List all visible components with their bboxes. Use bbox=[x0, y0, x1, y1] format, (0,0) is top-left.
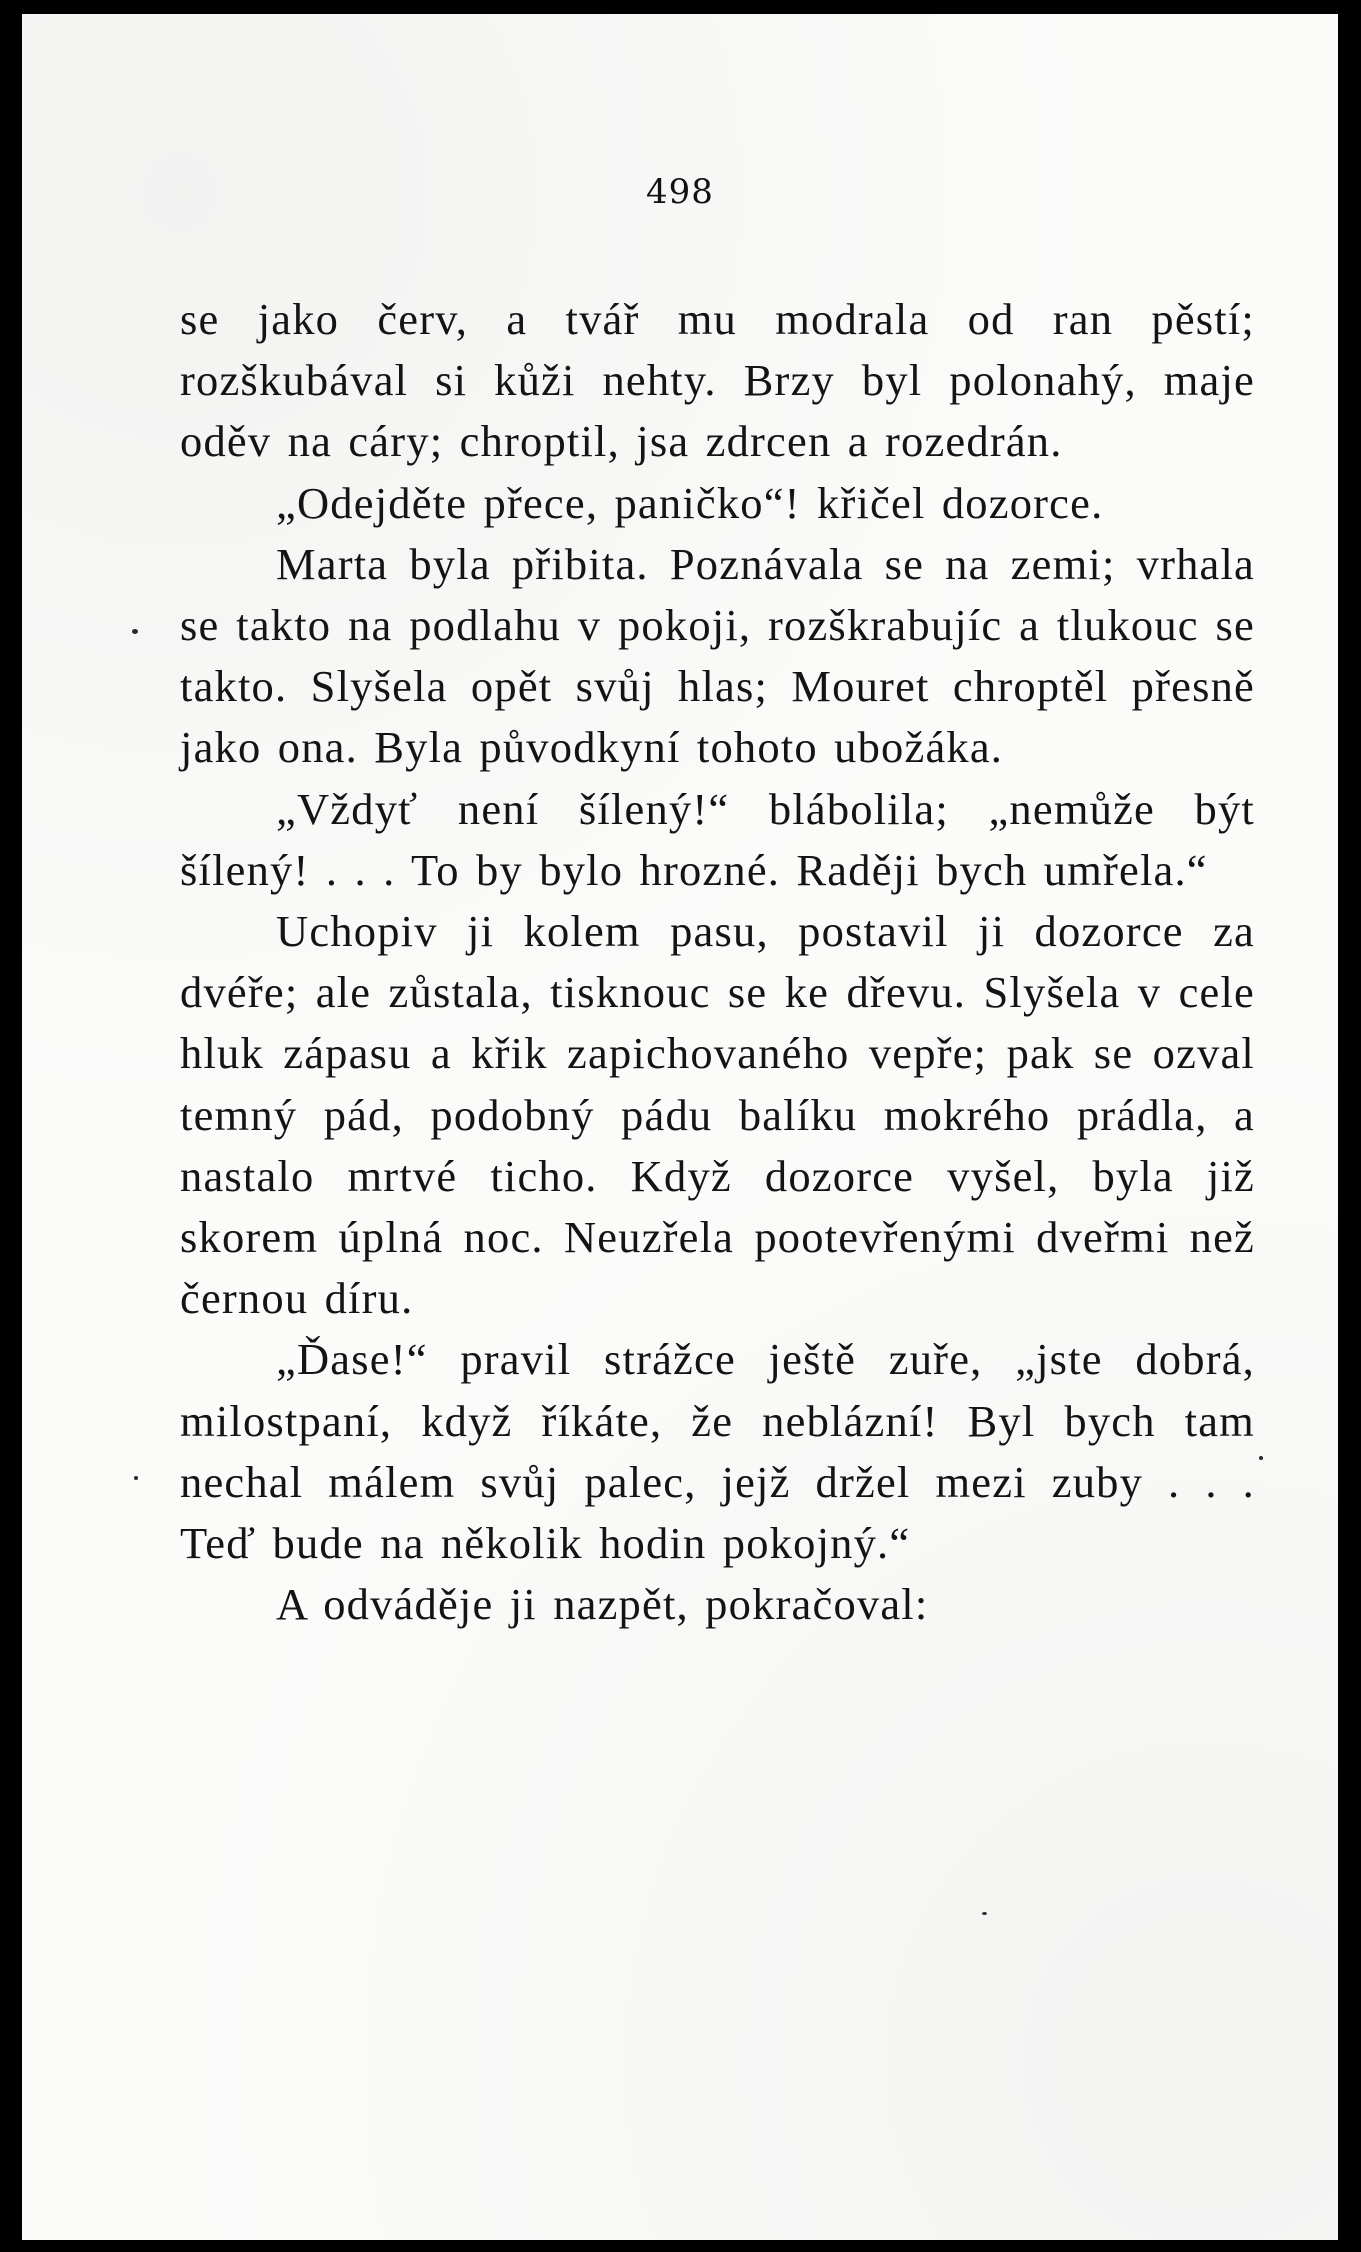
body-text bbox=[180, 289, 1255, 1635]
scan-speck bbox=[132, 629, 138, 634]
paragraph-7: A odváděje ji nazpět, pokračoval: bbox=[276, 1579, 929, 1630]
page-number: 498 bbox=[646, 172, 714, 212]
paragraph-2: „Odejděte přece, paničko“! křičel dozorce. bbox=[276, 477, 1104, 528]
scan-speck bbox=[134, 1476, 138, 1480]
paragraph-4: „Vždyť není šílený!“ blábolila; „nemůže být šílený! . . . To by bylo hrozné. Raději bych umřela.“ bbox=[180, 783, 1255, 895]
paragraph-1: se jako červ, a tvář mu modrala od ran pěstí; rozškubával si kůži nehty. Brzy byl polonahý, maje oděv na cáry; chroptil, jsa zdrcen a rozedrán. bbox=[180, 294, 1255, 467]
scan-speck bbox=[1259, 1456, 1263, 1460]
paragraph-5: Uchopiv ji kolem pasu, postavil ji dozorce za dvéře; ale zůstala, tisknouc se ke dřevu. Slyšela v cele hluk zápasu a křik zapichovaného vepře; pak se ozval temný pád, podobný pádu balíku mokrého prádla, a nastalo mrtvé ticho. Když dozorce vyšel, byla již skorem úplná noc. Neuzřela pootevřenými dveřmi než černou díru. bbox=[180, 906, 1255, 1324]
scan-speck bbox=[982, 1912, 987, 1915]
paragraph-6: „Ďase!“ pravil strážce ještě zuře, „jste dobrá, milostpaní, když říkáte, že neblázní! Byl bych tam nechal málem svůj palec, jejž držel mezi zuby . . . Teď bude na několik hodin pokojný.“ bbox=[180, 1334, 1255, 1569]
paragraph-3: Marta byla přibita. Poznávala se na zemi; vrhala se takto na podlahu v pokoji, rozškrabujíc a tlukouc se takto. Slyšela opět svůj hlas; Mouret chroptěl přesně jako ona. Byla původkyní tohoto ubožáka. bbox=[180, 538, 1255, 773]
book-page bbox=[22, 14, 1338, 2240]
